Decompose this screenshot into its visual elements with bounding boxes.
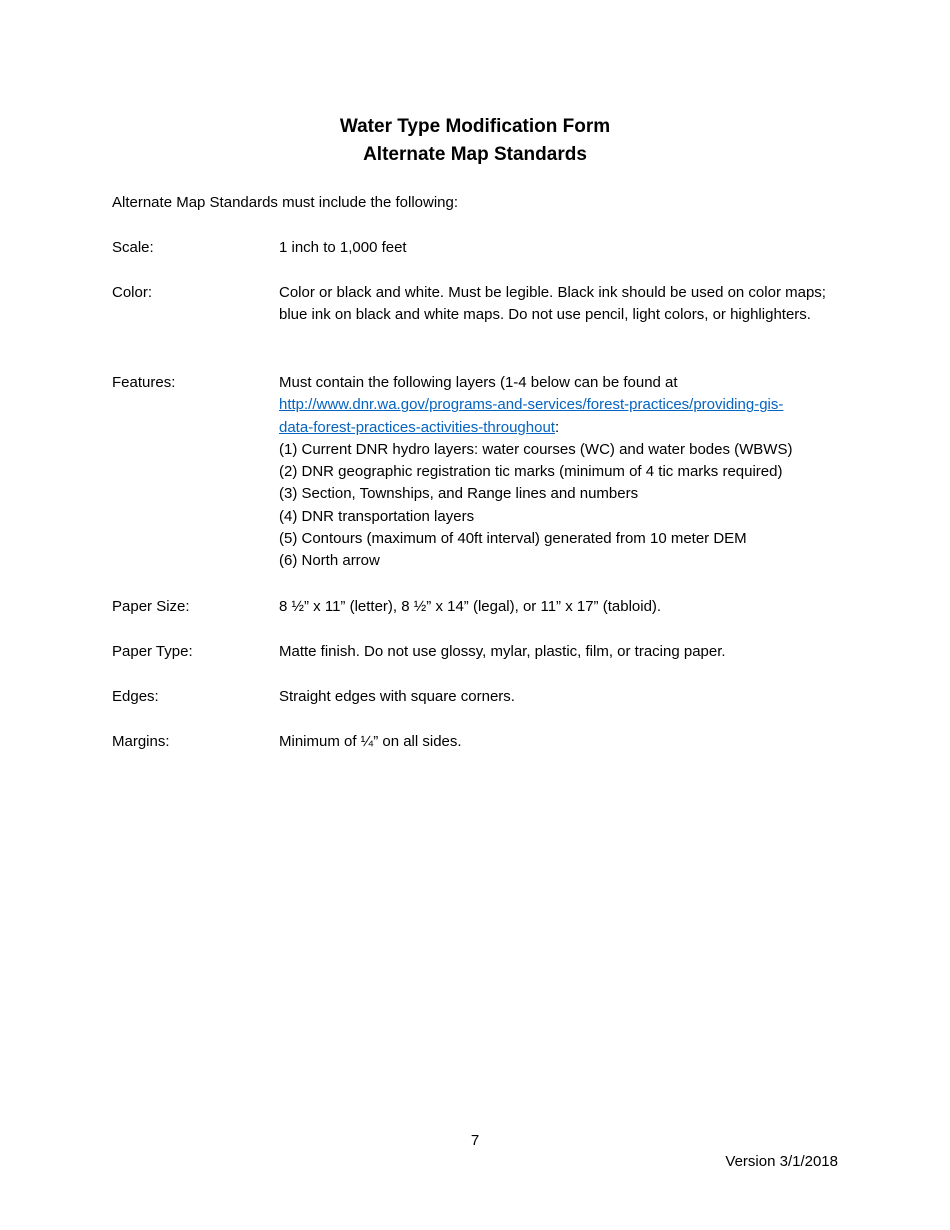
paper-size-value: 8 ½” x 11” (letter), 8 ½” x 14” (legal), or 11” x 17” (tabloid). (279, 598, 662, 615)
margins-label: Margins: (112, 733, 170, 750)
paper-type-value: Matte finish. Do not use glossy, mylar, plastic, film, or tracing paper. (279, 643, 726, 660)
paper-type-label: Paper Type: (112, 643, 193, 660)
features-label: Features: (112, 374, 176, 391)
scale-value: 1 inch to 1,000 feet (279, 239, 407, 256)
link-suffix: : (554, 418, 560, 436)
margins-value: Minimum of ¼” on all sides. (279, 733, 462, 750)
page-title (0, 113, 950, 169)
scale-label: Scale: (112, 239, 154, 256)
version-text: Version 3/1/2018 (725, 1153, 838, 1170)
feature-item: (5) Contours (maximum of 40ft interval) generated from 10 meter DEM (279, 530, 747, 548)
features-value (279, 372, 842, 573)
edges-label: Edges: (112, 688, 159, 705)
dnr-gis-link-line-2[interactable]: data-forest-practices-activities-throughout (279, 418, 555, 436)
feature-item: (1) Current DNR hydro layers: water courses (WC) and water bodes (WBWS) (279, 440, 793, 458)
page-number: 7 (470, 1132, 480, 1149)
feature-item: (4) DNR transportation layers (279, 507, 475, 525)
intro-text: Alternate Map Standards must include the following: (112, 194, 459, 211)
edges-value: Straight edges with square corners. (279, 688, 515, 705)
feature-item: (2) DNR geographic registration tic marks (minimum of 4 tic marks required) (279, 463, 783, 481)
title-line-1: Water Type Modification Form (339, 116, 611, 137)
feature-item: (3) Section, Townships, and Range lines and numbers (279, 485, 639, 503)
features-link-block (279, 394, 842, 439)
color-label: Color: (112, 284, 153, 301)
title-line-2: Alternate Map Standards (363, 144, 587, 165)
features-intro: Must contain the following layers (1-4 below can be found at (279, 374, 678, 391)
feature-item: (6) North arrow (279, 552, 380, 570)
color-value: Color or black and white. Must be legible. Black ink should be used on color maps; blue ink on black and white maps. Do not use pencil, light colors, or highlighters. (279, 284, 826, 324)
dnr-gis-link-line-1[interactable]: http://www.dnr.wa.gov/programs-and-services/forest-practices/providing-gis- (279, 396, 784, 414)
paper-size-label: Paper Size: (112, 598, 190, 615)
